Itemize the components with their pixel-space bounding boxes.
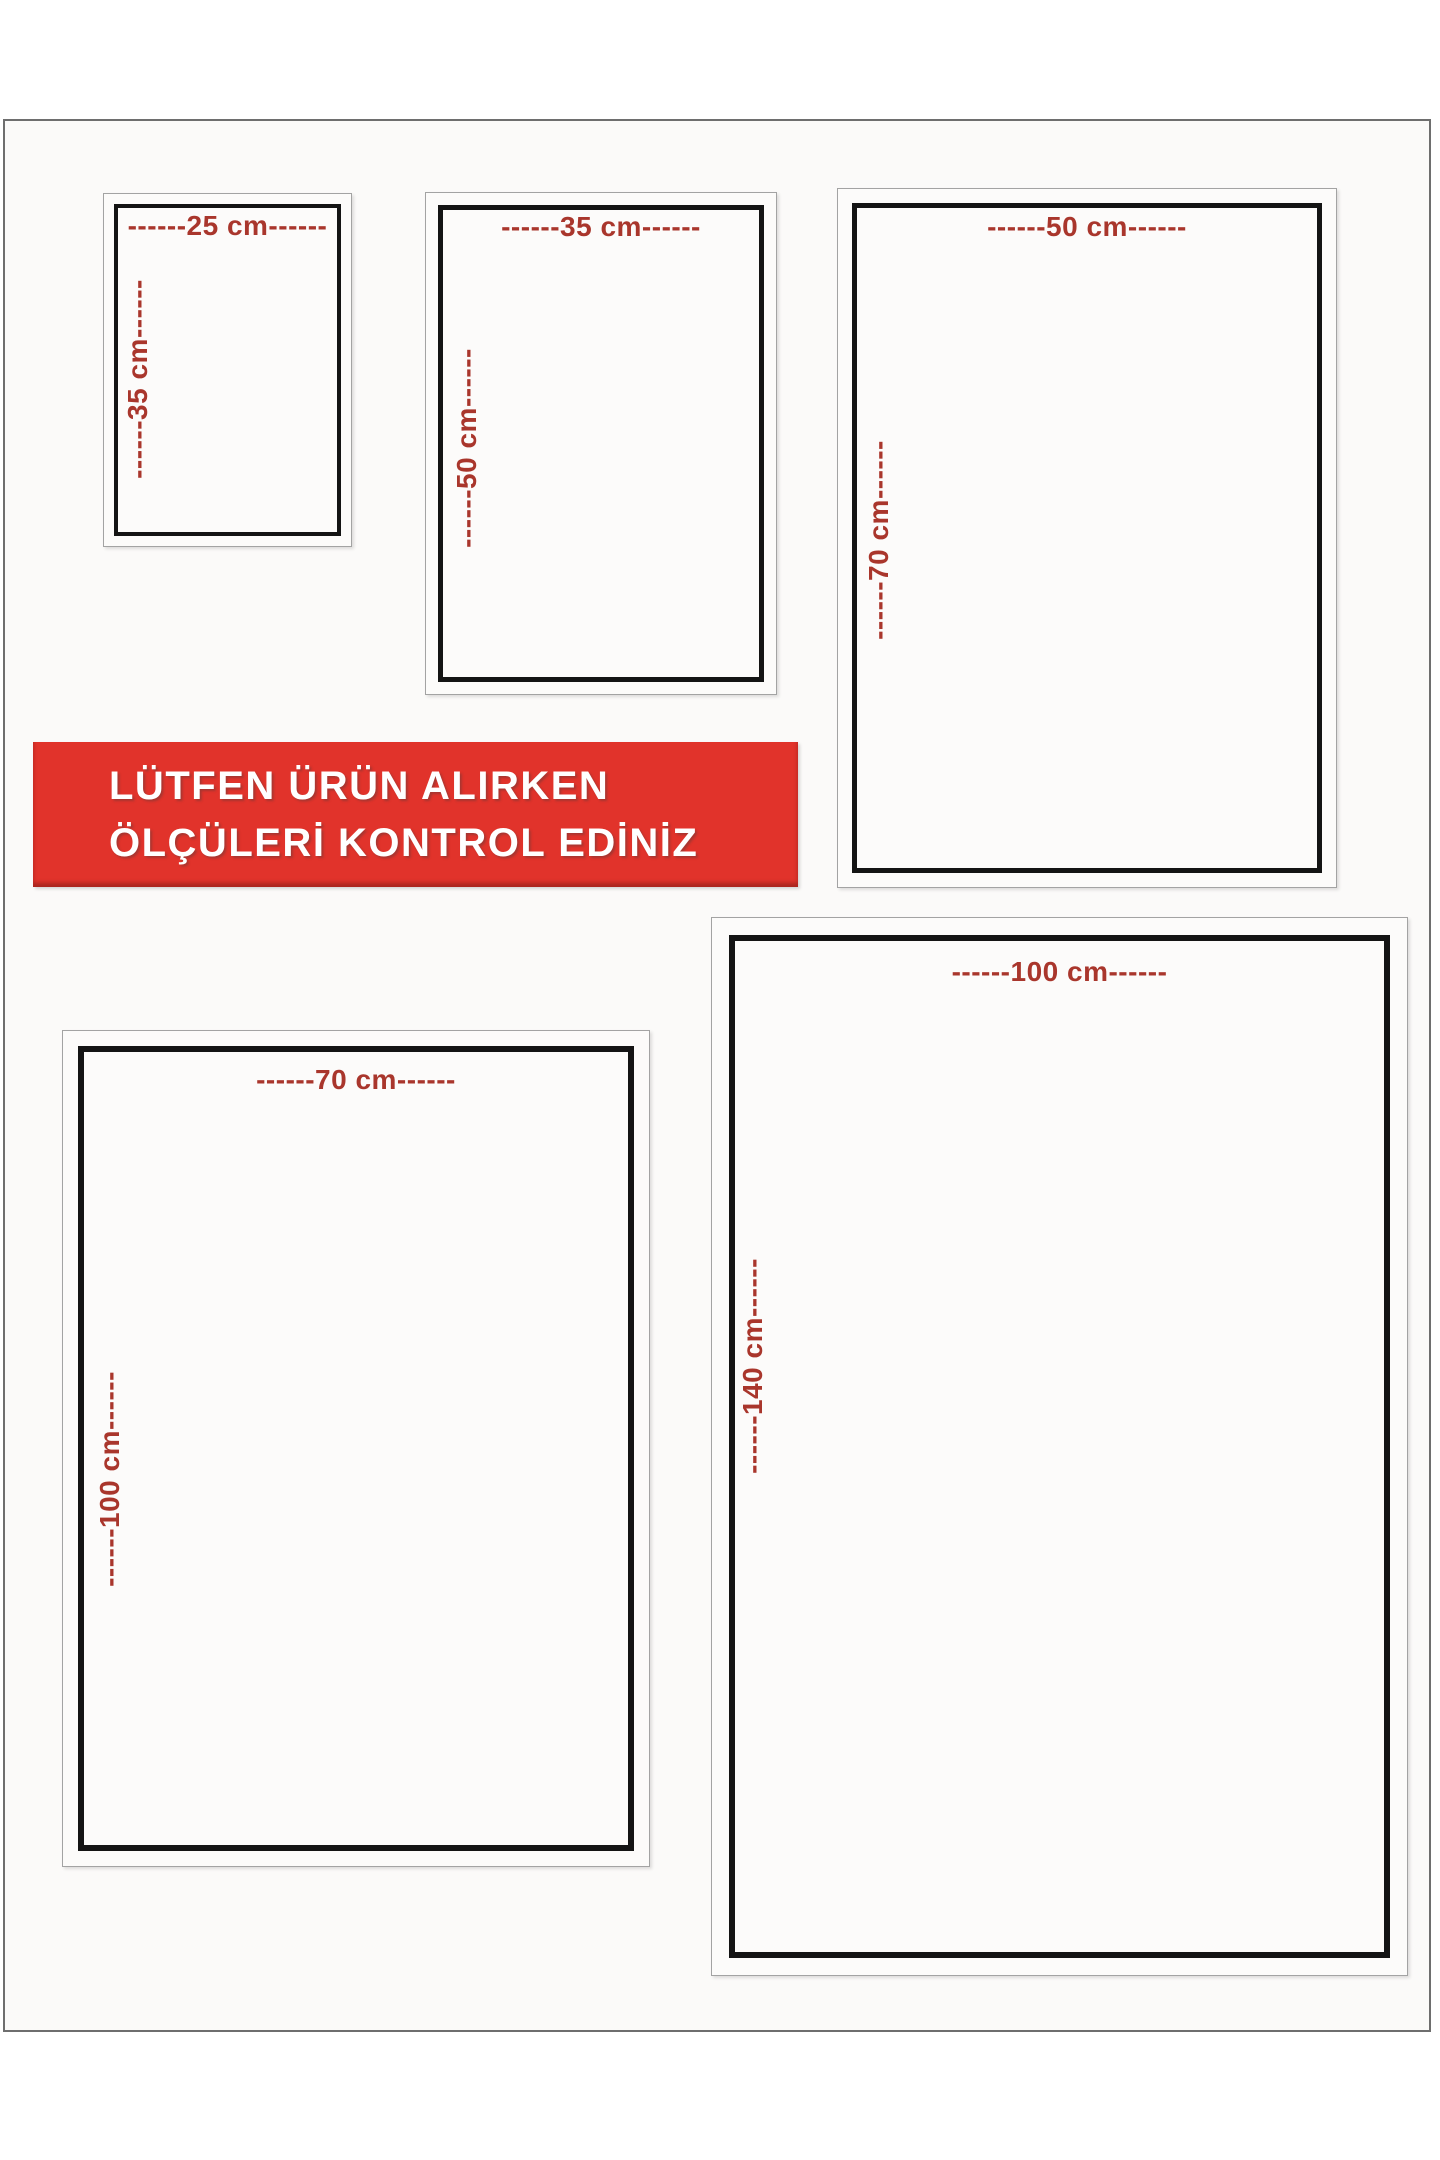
- height-label-70cm: ------70 cm------: [863, 440, 894, 640]
- width-label-100cm: ------100 cm------: [951, 956, 1168, 987]
- size-box-100x140-border: [729, 935, 1390, 1958]
- warning-banner-line-2: ÖLÇÜLERİ KONTROL EDİNİZ: [109, 820, 699, 865]
- height-label-140cm: ------140 cm------: [737, 1258, 768, 1474]
- size-box-25x35: [103, 193, 352, 547]
- height-label-35cm: ------35 cm------: [122, 279, 153, 479]
- size-box-35x50: [425, 192, 777, 695]
- width-label-35cm: ------35 cm------: [501, 211, 701, 242]
- width-label-25cm: ------25 cm------: [127, 210, 328, 241]
- warning-banner: [33, 742, 798, 887]
- width-label-70cm: ------70 cm------: [256, 1064, 456, 1095]
- warning-banner-line-1: LÜTFEN ÜRÜN ALIRKEN: [109, 763, 610, 808]
- height-label-50cm: ------50 cm------: [451, 348, 482, 548]
- size-box-100x140: [711, 917, 1408, 1976]
- width-label-50cm: ------50 cm------: [987, 211, 1187, 242]
- size-box-35x50-border: [438, 205, 764, 682]
- size-box-70x100-border: [78, 1046, 634, 1851]
- size-box-50x70-border: [852, 203, 1322, 873]
- height-label-100cm: ------100 cm------: [94, 1371, 125, 1587]
- size-box-50x70: [837, 188, 1337, 888]
- size-box-70x100: [62, 1030, 650, 1867]
